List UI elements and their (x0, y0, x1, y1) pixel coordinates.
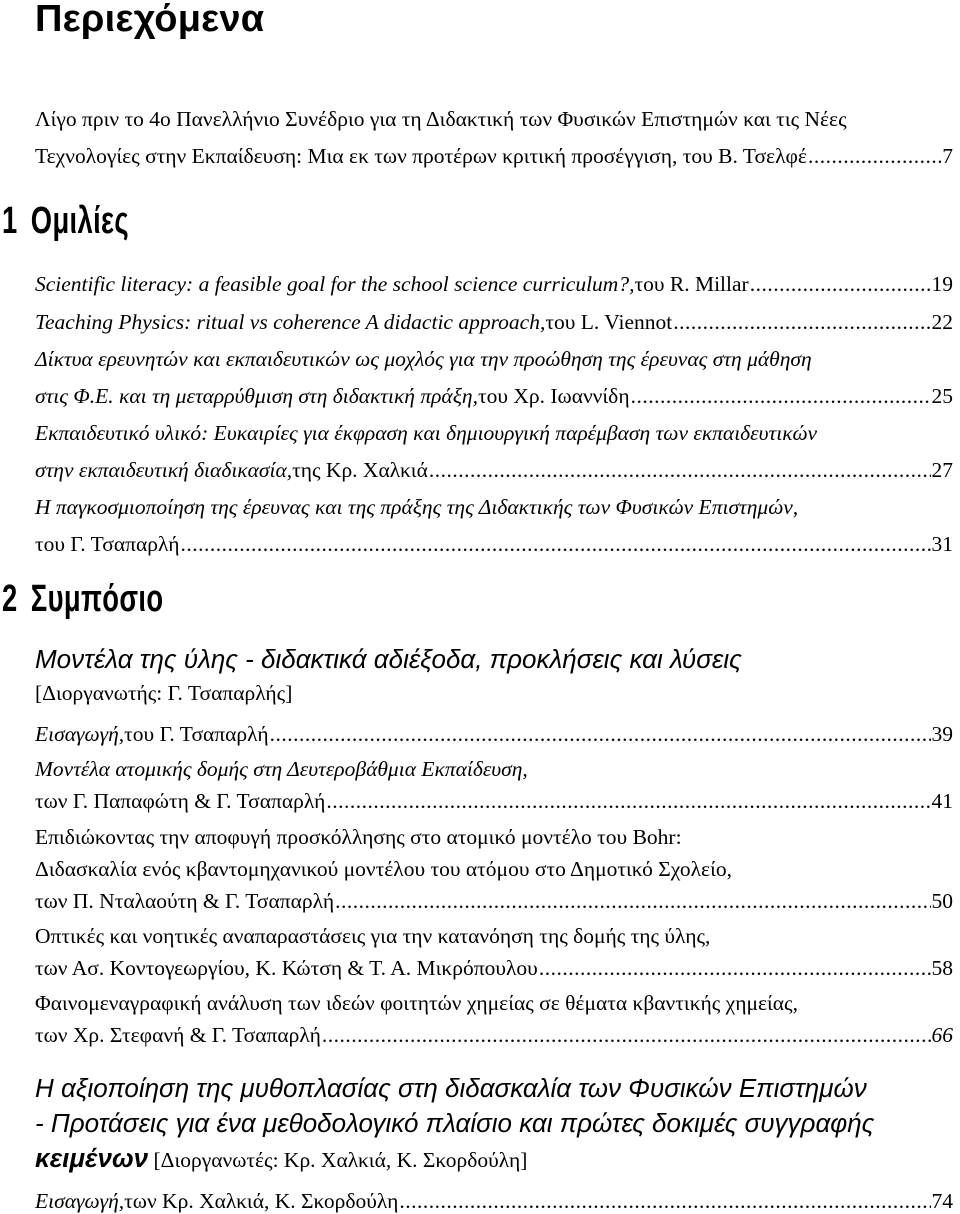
leader-dots (429, 457, 931, 483)
entry-author: των Π. Νταλαούτη & Γ. Τσαπαρλή (35, 889, 335, 913)
intro-title-line2: Τεχνολογίες στην Εκπαίδευση: Μια εκ των προτέρων κριτική προσέγγιση, του Β. Τσελφέ (35, 144, 807, 168)
section-title: Ομιλίες (30, 200, 129, 242)
toc-entry[interactable] (35, 457, 953, 483)
entry-title-line1: Οπτικές και νοητικές αναπαραστάσεις για την κατανόηση της δομής της ύλης, (35, 924, 711, 948)
toc-entry[interactable] (35, 531, 953, 557)
symposium-heading-line2: - Προτάσεις για ένα μεθοδολογικό πλαίσιο και πρώτες δοκιμές συγγραφής (35, 1108, 875, 1138)
entry-author: των Χρ. Στεφανή & Γ. Τσαπαρλή (35, 1023, 321, 1047)
page-number: 50 (931, 889, 953, 913)
entry-title-line2: στην εκπαιδευτική διαδικασία, (35, 458, 293, 482)
entry-author: των Ασ. Κοντογεωργίου, Κ. Κώτση & Τ. Α. Μικρόπουλου (35, 956, 538, 980)
toc-entry[interactable] (35, 271, 953, 297)
entry-author: της Κρ. Χαλκιά (292, 458, 428, 482)
entry-author: του Χρ. Ιωαννίδη (477, 384, 630, 408)
page-number: 66 (931, 1023, 953, 1047)
entry-author: του Γ. Τσαπαρλή (124, 722, 269, 746)
page-number: 25 (931, 384, 953, 408)
leader-dots (539, 955, 931, 981)
symposium-organizer: [Διοργανωτής: Γ. Τσαπαρλής] (35, 681, 293, 705)
entry-author: του R. Millar (634, 272, 749, 296)
toc-entry[interactable] (35, 788, 953, 814)
symposium-organizer (35, 1145, 527, 1173)
page-number: 31 (931, 532, 953, 556)
page-number: 39 (931, 722, 953, 746)
entry-title: Scientific literacy: a feasible goal for the school science curriculum?, (35, 272, 635, 296)
toc-entry[interactable] (35, 383, 953, 409)
entry-author: των Κρ. Χαλκιά, Κ. Σκορδούλη (124, 1189, 399, 1213)
entry-title-line1: Φαινομεναγραφική ανάλυση των ιδεών φοιτητών χημείας σε θέματα κβαντικής χημείας, (35, 991, 798, 1015)
leader-dots (399, 1188, 930, 1214)
toc-entry[interactable] (35, 309, 953, 335)
entry-title-line1: Εκπαιδευτικό υλικό: Ευκαιρίες για έκφραση και δημιουργική παρέμβαση των εκπαιδευτικών (35, 421, 818, 445)
entry-title-line2: στις Φ.Ε. και τη μεταρρύθμιση στη διδακτική πράξη, (35, 384, 478, 408)
entry-title-line1: Επιδιώκοντας την αποφυγή προσκόλλησης στο ατομικό μοντέλο του Bohr: (35, 825, 682, 849)
entry-author: του L. Viennot (545, 310, 673, 334)
toc-entry[interactable] (35, 888, 953, 914)
leader-dots (631, 383, 931, 409)
page-number: 22 (931, 310, 953, 334)
section-title: Συμπόσιο (30, 578, 164, 620)
page-number: 58 (931, 956, 953, 980)
organizer-text: [Διοργανωτές: Κρ. Χαλκιά, Κ. Σκορδούλη] (148, 1148, 528, 1172)
entry-title-line1: Μοντέλα ατομικής δομής στη Δευτεροβάθμια Εκπαίδευση, (35, 757, 528, 781)
intro-title-line1: Λίγο πριν το 4ο Πανελλήνιο Συνέδριο για τη Διδακτική των Φυσικών Επιστημών και τις Νέες (35, 107, 847, 131)
leader-dots (808, 143, 941, 169)
leader-dots (750, 271, 931, 297)
entry-title-line1: Δίκτυα ερευνητών και εκπαιδευτικών ως μοχλός για την προώθηση της έρευνας στη μάθηση (35, 347, 812, 371)
entry-author: του Γ. Τσαπαρλή (35, 532, 180, 556)
leader-dots (322, 1022, 931, 1048)
leader-dots (326, 788, 930, 814)
symposium-heading: Μοντέλα της ύλης - διδακτικά αδιέξοδα, προκλήσεις και λύσεις (35, 644, 742, 674)
section-heading (2, 200, 129, 243)
page-number: 74 (931, 1189, 953, 1213)
entry-title-line1: Η παγκοσμιοποίηση της έρευνας και της πράξης της Διδακτικής των Φυσικών Επιστημών, (35, 495, 799, 519)
toc-entry[interactable] (35, 955, 953, 981)
entry-title: Teaching Physics: ritual vs coherence A didactic approach, (35, 310, 546, 334)
symposium-heading-line3: κειμένων (35, 1143, 149, 1173)
page-number: 41 (931, 789, 953, 813)
entry-title: Εισαγωγή, (35, 722, 125, 746)
leader-dots (180, 531, 930, 557)
entry-title: Εισαγωγή, (35, 1189, 125, 1213)
section-number: 1 (2, 200, 18, 242)
page-number: 27 (931, 458, 953, 482)
entry-title-line2: Διδασκαλία ενός κβαντομηχανικού μοντέλου του ατόμου στο Δημοτικό Σχολείο, (35, 857, 732, 881)
toc-entry[interactable] (35, 1022, 953, 1048)
toc-entry[interactable] (35, 721, 953, 747)
intro-entry[interactable] (35, 143, 953, 169)
symposium-heading-line1: Η αξιοποίηση της μυθοπλασίας στη διδασκαλία των Φυσικών Επιστημών (35, 1073, 867, 1103)
page-title: Περιεχόμενα (35, 0, 265, 40)
page-number: 7 (942, 144, 953, 168)
toc-entry[interactable] (35, 1188, 953, 1214)
leader-dots (673, 309, 930, 335)
page-number: 19 (931, 272, 953, 296)
section-heading (2, 578, 163, 621)
entry-author: των Γ. Παπαφώτη & Γ. Τσαπαρλή (35, 789, 326, 813)
section-number: 2 (2, 578, 18, 620)
leader-dots (270, 721, 931, 747)
leader-dots (335, 888, 930, 914)
